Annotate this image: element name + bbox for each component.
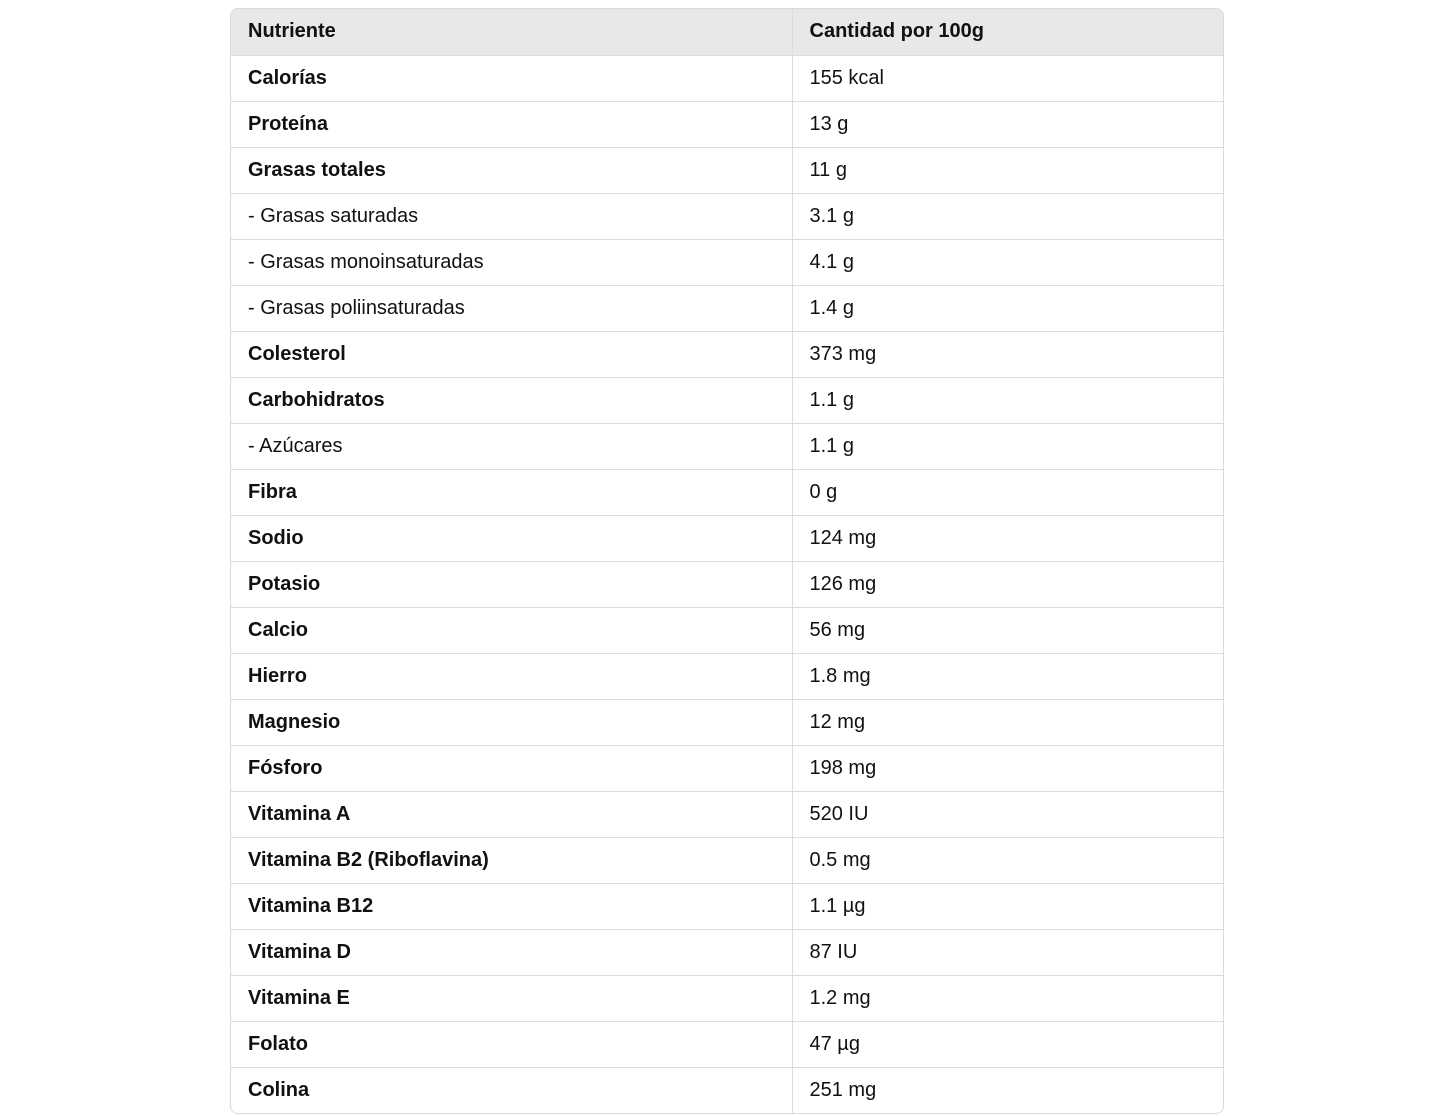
nutrient-amount-cell: 126 mg [792, 561, 1223, 607]
table-row [231, 653, 1223, 699]
table-row [231, 607, 1223, 653]
nutrient-amount-cell: 56 mg [792, 607, 1223, 653]
table-row [231, 975, 1223, 1021]
nutrient-name-cell: Colina [248, 1078, 310, 1101]
nutrient-amount-cell: 3.1 g [792, 193, 1223, 239]
table-row [231, 285, 1223, 331]
nutrient-name-cell: Vitamina E [231, 975, 792, 1021]
nutrient-amount-cell: 47 µg [792, 1021, 1223, 1067]
nutrient-amount-cell: 12 mg [792, 699, 1223, 745]
nutrient-amount-cell: 87 IU [792, 929, 1223, 975]
nutrient-amount-cell: 11 g [792, 147, 1223, 193]
nutrient-name-cell: Grasas totales [231, 147, 792, 193]
table-row [231, 331, 1223, 377]
nutrient-amount-cell: 13 g [792, 101, 1223, 147]
header-row [231, 9, 1223, 55]
nutrient-name-cell: Vitamina A [231, 791, 792, 837]
nutrient-name-cell: Folato [231, 1021, 792, 1067]
nutrient-amount-cell: 155 kcal [792, 55, 1223, 101]
nutrition-table [231, 9, 1223, 1113]
nutrient-amount-cell: 1.8 mg [792, 653, 1223, 699]
header-nutrient: Nutriente [231, 9, 792, 55]
nutrient-name-cell: Fósforo [231, 745, 792, 791]
nutrient-name-cell: Proteína [231, 101, 792, 147]
nutrient-amount-cell: 0 g [792, 469, 1223, 515]
header-amount: Cantidad por 100g [792, 9, 1223, 55]
nutrient-name-cell: Hierro [231, 653, 792, 699]
nutrient-name-cell: - Grasas poliinsaturadas [231, 285, 792, 331]
nutrient-name-cell: - Azúcares [231, 423, 792, 469]
nutrient-name-cell: Vitamina B2 (Riboflavina) [231, 837, 792, 883]
nutrient-amount-cell: 520 IU [792, 791, 1223, 837]
table-row [231, 55, 1223, 101]
table-row [231, 1021, 1223, 1067]
table-row [231, 837, 1223, 883]
table-row [231, 239, 1223, 285]
nutrition-table-container [230, 8, 1224, 1114]
table-row [231, 423, 1223, 469]
table-row [231, 791, 1223, 837]
nutrient-amount-cell: 1.1 g [792, 377, 1223, 423]
table-row [231, 929, 1223, 975]
nutrient-name-cell: Sodio [231, 515, 792, 561]
table-row [231, 377, 1223, 423]
nutrient-amount-cell: 0.5 mg [792, 837, 1223, 883]
table-row [231, 193, 1223, 239]
table-body [231, 55, 1223, 1113]
table-row [231, 515, 1223, 561]
nutrient-amount-cell: 124 mg [792, 515, 1223, 561]
nutrient-amount-cell: 1.1 g [792, 423, 1223, 469]
nutrient-name-cell: - Grasas monoinsaturadas [231, 239, 792, 285]
nutrient-amount-cell: 373 mg [792, 331, 1223, 377]
table-row [231, 699, 1223, 745]
table-row [231, 147, 1223, 193]
table-row [231, 745, 1223, 791]
nutrient-name-cell: Colesterol [231, 331, 792, 377]
nutrient-name-cell: Vitamina D [231, 929, 792, 975]
nutrient-amount-cell: 1.2 mg [792, 975, 1223, 1021]
nutrient-amount-cell: 1.1 µg [792, 883, 1223, 929]
nutrient-name-cell: Fibra [231, 469, 792, 515]
nutrient-name-cell: Carbohidratos [231, 377, 792, 423]
nutrient-name-cell: - Grasas saturadas [231, 193, 792, 239]
nutrient-name-cell: Magnesio [231, 699, 792, 745]
nutrient-amount-cell: 4.1 g [792, 239, 1223, 285]
nutrient-name-cell: Vitamina B12 [231, 883, 792, 929]
table-row [231, 883, 1223, 929]
nutrient-amount-cell: 1.4 g [792, 285, 1223, 331]
table-header [231, 9, 1223, 55]
table-row [231, 469, 1223, 515]
nutrient-name-cell: Calorías [231, 55, 792, 101]
table-row [231, 561, 1223, 607]
nutrient-name-cell: Calcio [231, 607, 792, 653]
table-row [231, 101, 1223, 147]
nutrient-amount-cell: 251 mg [792, 1067, 1223, 1113]
nutrient-name-cell: Potasio [231, 561, 792, 607]
nutrient-amount-cell: 198 mg [792, 745, 1223, 791]
table-row [231, 1067, 1223, 1113]
